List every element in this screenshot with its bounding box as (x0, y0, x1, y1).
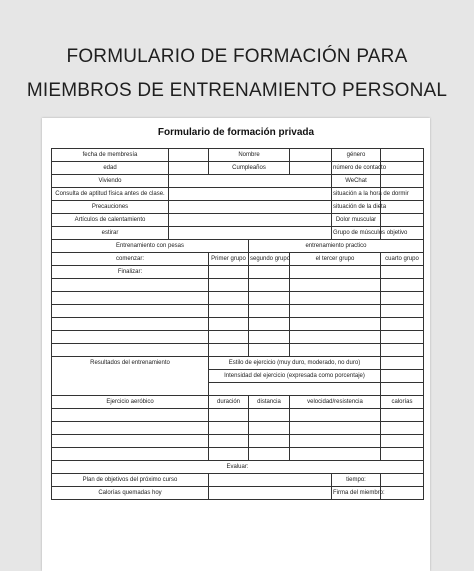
page-title-line-1: FORMULARIO DE FORMACIÓN PARA (66, 46, 408, 67)
field-velocidad-resistencia[interactable] (290, 422, 381, 435)
label-comenzar: comenzar: (52, 253, 209, 266)
label-calorias-quemadas: Calorías quemadas hoy (52, 487, 209, 500)
form-row (52, 240, 424, 253)
field-cuarto-grupo[interactable] (381, 305, 424, 318)
field-dolor-muscular[interactable] (381, 214, 424, 227)
field-distancia[interactable] (249, 448, 290, 461)
form-row (52, 175, 424, 188)
form-row (52, 396, 424, 409)
table-row (52, 448, 424, 461)
form-row (52, 201, 424, 214)
label-evaluar: Evaluar: (52, 461, 424, 474)
field-resultados-extra[interactable] (381, 383, 424, 396)
label-segundo-grupo: segundo grupo (249, 253, 290, 266)
field-consulta-aptitud[interactable] (169, 188, 332, 201)
label-fecha-membresia: fecha de membresía (52, 149, 169, 162)
table-row (52, 422, 424, 435)
form-row (52, 214, 424, 227)
field-tercer-grupo[interactable] (290, 266, 381, 279)
field-numero-contacto[interactable] (381, 162, 424, 175)
field-cuarto-grupo[interactable] (381, 292, 424, 305)
label-ejercicio-aerobico: Ejercicio aeróbico (52, 396, 209, 409)
training-form-table (51, 148, 424, 500)
form-row (52, 227, 424, 240)
field-calorias[interactable] (381, 409, 424, 422)
field-articulos-calentamiento[interactable] (169, 214, 332, 227)
field-tercer-grupo[interactable] (290, 331, 381, 344)
table-row (52, 318, 424, 331)
field-cuarto-grupo[interactable] (381, 279, 424, 292)
field-segundo-grupo[interactable] (249, 344, 290, 357)
field-segundo-grupo[interactable] (249, 266, 290, 279)
field-duracion[interactable] (209, 422, 249, 435)
form-row (52, 162, 424, 175)
table-row (52, 409, 424, 422)
field-duracion[interactable] (209, 435, 249, 448)
field-nombre[interactable] (290, 149, 332, 162)
field-segundo-grupo[interactable] (249, 279, 290, 292)
form-row (52, 266, 424, 279)
label-finalizar: Finalizar: (52, 266, 209, 279)
label-tiempo: tiempo: (332, 474, 381, 487)
field-segundo-grupo[interactable] (249, 292, 290, 305)
label-precauciones: Precauciones (52, 201, 169, 214)
label-wechat: WeChat (332, 175, 381, 188)
label-firma-miembro: Firma del miembro: (332, 487, 381, 500)
field-velocidad-resistencia[interactable] (290, 435, 381, 448)
field-estirar[interactable] (169, 227, 332, 240)
field-intensidad-ejercicio[interactable] (381, 370, 424, 383)
field-plan-objetivos[interactable] (209, 474, 332, 487)
form-row (52, 357, 424, 370)
field-primer-grupo[interactable] (209, 331, 249, 344)
label-intensidad-ejercicio: Intensidad del ejercicio (expresada como porcentaje) (209, 370, 381, 383)
label-viviendo: Viviendo (52, 175, 169, 188)
label-edad: edad (52, 162, 169, 175)
label-calorias: calorías (381, 396, 424, 409)
field-tercer-grupo[interactable] (290, 292, 381, 305)
label-articulos-calentamiento: Artículos de calentamiento (52, 214, 169, 227)
label-duracion: duración (209, 396, 249, 409)
form-row (52, 474, 424, 487)
field-tiempo[interactable] (381, 474, 424, 487)
field-velocidad-resistencia[interactable] (290, 448, 381, 461)
field-ejercicio[interactable] (52, 292, 209, 305)
label-distancia: distancia (249, 396, 290, 409)
field-primer-grupo[interactable] (209, 279, 249, 292)
form-title: Formulario de formación privada (157, 127, 315, 138)
page-title-line-2: MIEMBROS DE ENTRENAMIENTO PERSONAL (26, 80, 448, 101)
label-cuarto-grupo: cuarto grupo (381, 253, 424, 266)
field-ejercicio-aerobico[interactable] (52, 422, 209, 435)
field-cuarto-grupo[interactable] (381, 266, 424, 279)
field-segundo-grupo[interactable] (249, 305, 290, 318)
field-genero[interactable] (381, 149, 424, 162)
table-row (52, 331, 424, 344)
field-cuarto-grupo[interactable] (381, 318, 424, 331)
field-primer-grupo[interactable] (209, 292, 249, 305)
label-genero: género (332, 149, 381, 162)
field-duracion[interactable] (209, 409, 249, 422)
field-calorias[interactable] (381, 448, 424, 461)
field-precauciones[interactable] (169, 201, 332, 214)
label-resultados-entrenamiento: Resultados del entrenamiento (52, 357, 209, 396)
label-grupo-musculos: Grupo de músculos objetivo (332, 227, 381, 240)
field-calorias[interactable] (381, 435, 424, 448)
field-primer-grupo[interactable] (209, 266, 249, 279)
field-distancia[interactable] (249, 422, 290, 435)
field-velocidad-resistencia[interactable] (290, 409, 381, 422)
field-firma-miembro[interactable] (381, 487, 424, 500)
field-ejercicio-aerobico[interactable] (52, 448, 209, 461)
table-row (52, 279, 424, 292)
field-primer-grupo[interactable] (209, 305, 249, 318)
field-ejercicio[interactable] (52, 318, 209, 331)
table-row (52, 435, 424, 448)
field-duracion[interactable] (209, 448, 249, 461)
form-row (52, 487, 424, 500)
label-velocidad-resistencia: velocidad/resistencia (290, 396, 381, 409)
field-tercer-grupo[interactable] (290, 305, 381, 318)
field-resultados-notas[interactable] (209, 383, 381, 396)
table-row (52, 292, 424, 305)
field-primer-grupo[interactable] (209, 344, 249, 357)
field-primer-grupo[interactable] (209, 318, 249, 331)
label-cumpleanos: Cumpleaños (209, 162, 290, 175)
field-distancia[interactable] (249, 409, 290, 422)
label-tercer-grupo: el tercer grupo (290, 253, 381, 266)
field-edad[interactable] (169, 162, 209, 175)
field-situacion-dieta[interactable] (381, 201, 424, 214)
label-dolor-muscular: Dolor muscular (332, 214, 381, 227)
label-nombre: Nombre (209, 149, 290, 162)
field-calorias[interactable] (381, 422, 424, 435)
field-tercer-grupo[interactable] (290, 318, 381, 331)
label-entrenamiento-pesas: Entrenamiento con pesas (52, 240, 249, 253)
field-ejercicio[interactable] (52, 279, 209, 292)
form-sheet (42, 118, 430, 571)
field-ejercicio-aerobico[interactable] (52, 435, 209, 448)
label-entrenamiento-practico: entrenamiento practico (249, 240, 424, 253)
label-primer-grupo: Primer grupo (209, 253, 249, 266)
field-cuarto-grupo[interactable] (381, 344, 424, 357)
field-tercer-grupo[interactable] (290, 344, 381, 357)
table-row (52, 305, 424, 318)
field-cuarto-grupo[interactable] (381, 331, 424, 344)
field-fecha-membresia[interactable] (169, 149, 209, 162)
field-viviendo[interactable] (169, 175, 332, 188)
table-row (52, 344, 424, 357)
field-ejercicio[interactable] (52, 344, 209, 357)
field-estilo-ejercicio[interactable] (381, 357, 424, 370)
label-situacion-dormir: situación a la hora de dormir (332, 188, 381, 201)
label-estilo-ejercicio: Estilo de ejercicio (muy duro, moderado, no duro) (209, 357, 381, 370)
field-ejercicio[interactable] (52, 331, 209, 344)
label-estirar: estirar (52, 227, 169, 240)
label-situacion-dieta: situación de la dieta (332, 201, 381, 214)
form-row (52, 253, 424, 266)
label-numero-contacto: número de contacto (332, 162, 381, 175)
label-plan-objetivos: Plan de objetivos del próximo curso (52, 474, 209, 487)
field-wechat[interactable] (381, 175, 424, 188)
field-distancia[interactable] (249, 435, 290, 448)
field-segundo-grupo[interactable] (249, 331, 290, 344)
field-ejercicio[interactable] (52, 305, 209, 318)
field-calorias-quemadas[interactable] (209, 487, 332, 500)
field-tercer-grupo[interactable] (290, 279, 381, 292)
form-row (52, 188, 424, 201)
form-row (52, 461, 424, 474)
field-ejercicio-aerobico[interactable] (52, 409, 209, 422)
field-cumpleanos[interactable] (290, 162, 332, 175)
label-consulta-aptitud: Consulta de aptitud física antes de clase. (52, 188, 169, 201)
form-row (52, 149, 424, 162)
page-header (0, 0, 474, 120)
field-segundo-grupo[interactable] (249, 318, 290, 331)
